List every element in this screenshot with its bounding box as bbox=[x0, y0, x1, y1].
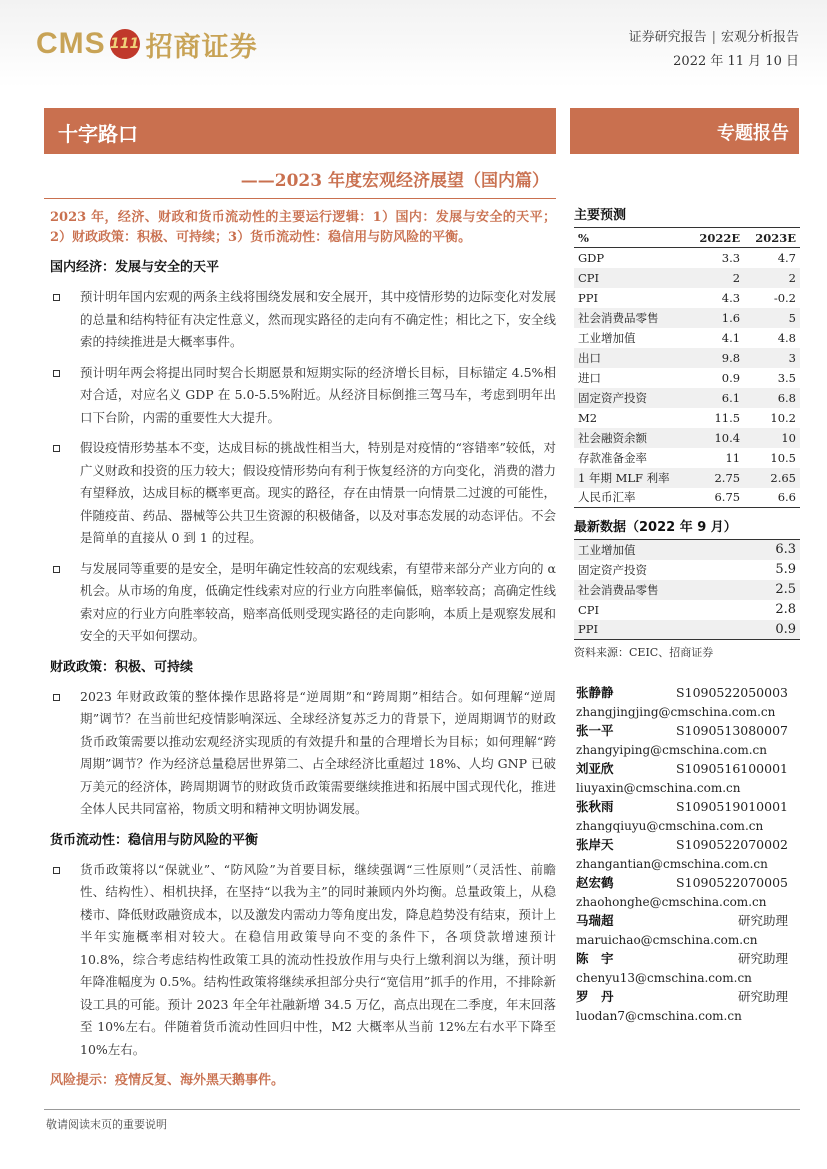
forecast-header-row bbox=[574, 228, 800, 248]
latest-value: 2.8 bbox=[775, 602, 796, 617]
section-heading: 国内经济：发展与安全的天平 bbox=[50, 260, 220, 275]
forecast-indicator: PPI bbox=[578, 290, 599, 305]
forecast-row bbox=[574, 388, 800, 408]
forecast-indicator: 工业增加值 bbox=[578, 330, 636, 345]
sidebar bbox=[574, 200, 800, 660]
analyst bbox=[576, 760, 788, 798]
forecast-value: 2.75 bbox=[688, 468, 744, 488]
latest-heading: 最新数据（2022 年 9 月） bbox=[574, 520, 737, 535]
latest-indicator: 固定资产投资 bbox=[578, 562, 647, 577]
logo-chinese: 招商证券 bbox=[145, 31, 258, 63]
forecast-value: 2 bbox=[744, 268, 800, 288]
forecast-row bbox=[574, 368, 800, 388]
analyst-name: 张静静 bbox=[576, 685, 614, 700]
forecast-value: 1.6 bbox=[688, 308, 744, 328]
bullet-paragraph bbox=[50, 686, 556, 821]
analyst-email[interactable]: zhangantian@cmschina.com.cn bbox=[576, 857, 768, 871]
forecast-indicator: 出口 bbox=[574, 348, 688, 368]
bullet-paragraph bbox=[50, 286, 556, 354]
analyst-email[interactable]: chenyu13@cmschina.com.cn bbox=[576, 971, 752, 985]
report-category: 宏观分析报告 bbox=[720, 30, 799, 45]
latest-row bbox=[574, 540, 800, 560]
analyst bbox=[576, 684, 788, 722]
analyst bbox=[576, 988, 788, 1026]
forecast-row bbox=[574, 248, 800, 268]
analyst-name: 赵宏鹤 bbox=[576, 875, 614, 890]
forecast-row bbox=[574, 308, 800, 328]
analyst-id: S1090513080007 bbox=[676, 723, 788, 738]
latest-value: 6.3 bbox=[745, 540, 800, 560]
forecast-value: 4.8 bbox=[777, 330, 796, 345]
forecast-value: 4.1 bbox=[721, 330, 741, 345]
analyst-id: 研究助理 bbox=[737, 951, 788, 966]
forecast-indicator: 社会消费品零售 bbox=[574, 308, 688, 328]
main-content bbox=[50, 208, 556, 1088]
analyst-row bbox=[576, 684, 788, 702]
forecast-value: 3.5 bbox=[777, 370, 796, 385]
report-date: 2022 年 11 月 10 日 bbox=[673, 54, 799, 69]
forecast-value: 2 bbox=[688, 268, 744, 288]
lead-summary: 2023 年，经济、财政和货币流动性的主要运行逻辑：1）国内：发展与安全的天平；2）财政政策：积极、可持续；3）货币流动性：稳信用与防风险的平衡。 bbox=[50, 210, 556, 245]
analyst-name: 刘亚欣 bbox=[576, 761, 614, 776]
logo-latin: CMS bbox=[36, 27, 106, 60]
report-meta: 证券研究报告 | 宏观分析报告 2022 年 11 月 10 日 bbox=[629, 26, 799, 74]
analyst-row bbox=[576, 988, 788, 1006]
special-label: 专题报告 bbox=[717, 123, 789, 144]
logo-mark-icon: 111 bbox=[110, 29, 140, 59]
bullet-text: 假设疫情形势基本不变，达成目标的挑战性相当大，特别是对疫情的“容错率”较低，对广义财政和投资的压力较大；假设疫情形势向有利于恢复经济的方向变化，消费的潜力有望释放，达成目标的概率更高。现实的路径，存在由情景一向情景二过渡的可能性，伴随疫苗、药品、器械等公共卫生资源的积极储备，以及对事态发展的动态评估。不会是简单的直接从 0 到 1 的过程。 bbox=[80, 440, 556, 545]
analyst-name: 罗 丹 bbox=[576, 989, 614, 1004]
forecast-row bbox=[574, 468, 800, 488]
forecast-value: 3 bbox=[744, 348, 800, 368]
bullet-text: 预计明年两会将提出同时契合长期愿景和短期实际的经济增长目标，目标锚定 4.5%相对合适，对应名义 GDP 在 5.0-5.5%附近。从经济目标倒推三驾马车，考虑到明年出口下台阶，内需的重要性大大提升。 bbox=[80, 364, 556, 425]
forecast-column-header: % bbox=[574, 228, 688, 248]
forecast-table bbox=[574, 227, 800, 508]
forecast-row bbox=[574, 268, 800, 288]
bullet-paragraph bbox=[50, 437, 556, 550]
forecast-value: 10.4 bbox=[688, 428, 744, 448]
analyst bbox=[576, 912, 788, 950]
analyst-email[interactable]: luodan7@cmschina.com.cn bbox=[576, 1009, 742, 1023]
latest-value: 2.5 bbox=[745, 580, 800, 600]
analyst-row bbox=[576, 874, 788, 892]
forecast-value: 9.8 bbox=[688, 348, 744, 368]
analyst-name: 陈 宇 bbox=[576, 951, 614, 966]
square-bullet-icon bbox=[53, 370, 60, 377]
analyst-id: 研究助理 bbox=[737, 989, 788, 1004]
analyst bbox=[576, 950, 788, 988]
latest-table bbox=[574, 539, 800, 640]
latest-indicator: 社会消费品零售 bbox=[574, 580, 745, 600]
analyst-row bbox=[576, 760, 788, 778]
latest-indicator: CPI bbox=[578, 602, 600, 617]
forecast-row bbox=[574, 448, 800, 468]
forecast-row bbox=[574, 288, 800, 308]
square-bullet-icon bbox=[53, 294, 60, 301]
special-bar bbox=[570, 108, 799, 154]
bullet-text: 2023 年财政政策的整体操作思路将是“逆周期”和“跨周期”相结合。如何理解“逆周期”调节？在当前世纪疫情影响深远、全球经济复苏乏力的背景下，逆周期调节的财政货币政策需要以推动宏观经济实现质的有效提升和量的合理增长为目标；如何理解“跨周期”调节？作为经济总量稳居世界第二、占全球经济比重超过 18%、人均 GNP 已破万美元的经济体，跨周期调节的财政货币政策需要继续推进和拓展中国式现代化，推进全体人民共同富裕，物质文明和精神文明协调发展。 bbox=[80, 688, 556, 816]
analyst-name: 张岸天 bbox=[576, 837, 614, 852]
section-heading: 货币流动性：稳信用与防风险的平衡 bbox=[50, 832, 259, 848]
analyst-email[interactable]: zhangjingjing@cmschina.com.cn bbox=[576, 705, 776, 719]
analyst-name: 张秋雨 bbox=[576, 799, 614, 814]
forecast-value: 4.3 bbox=[721, 290, 741, 305]
analyst-list bbox=[576, 684, 788, 1026]
forecast-indicator: 人民币汇率 bbox=[578, 490, 636, 505]
forecast-value: -0.2 bbox=[773, 290, 796, 305]
analyst-row bbox=[576, 912, 788, 930]
company-logo bbox=[36, 26, 258, 62]
forecast-value: 0.9 bbox=[721, 370, 741, 385]
analyst-email[interactable]: zhaohonghe@cmschina.com.cn bbox=[576, 895, 767, 909]
analyst-email[interactable]: maruichao@cmschina.com.cn bbox=[576, 933, 758, 947]
latest-value: 0.9 bbox=[745, 620, 800, 640]
bullet-paragraph bbox=[50, 558, 556, 648]
analyst bbox=[576, 874, 788, 912]
bullet-paragraph bbox=[50, 859, 556, 1062]
forecast-value: 6.6 bbox=[777, 490, 796, 505]
square-bullet-icon bbox=[53, 867, 60, 874]
forecast-value: 3.3 bbox=[721, 250, 741, 265]
forecast-value: 6.1 bbox=[688, 388, 744, 408]
latest-value: 5.9 bbox=[775, 562, 796, 577]
analyst bbox=[576, 798, 788, 836]
forecast-value: 10.2 bbox=[770, 410, 796, 425]
forecast-column-header: 2022E bbox=[688, 228, 744, 248]
title-bar bbox=[44, 108, 556, 154]
analyst-id: S1090522070002 bbox=[676, 837, 788, 852]
forecast-indicator: CPI bbox=[574, 268, 688, 288]
bullet-text: 与发展同等重要的是安全，是明年确定性较高的宏观线索，有望带来部分产业方向的 α 机会。从市场的角度，低确定性线索对应的行业方向胜率偏低，赔率较高；高确定性线索对应的行业方向胜率较高，赔率高低则受现实路径的走向影响，本质上是观察发展和安全的天平如何摆动。 bbox=[80, 560, 556, 643]
forecast-indicator: M2 bbox=[578, 410, 598, 425]
analyst-email[interactable]: zhangqiuyu@cmschina.com.cn bbox=[576, 819, 764, 833]
forecast-value: 5 bbox=[744, 308, 800, 328]
analyst-row bbox=[576, 950, 788, 968]
forecast-indicator: 固定资产投资 bbox=[574, 388, 688, 408]
forecast-heading: 主要预测 bbox=[574, 208, 627, 223]
analyst-id: S1090522070005 bbox=[676, 875, 788, 890]
forecast-indicator: 存款准备金率 bbox=[578, 450, 647, 465]
forecast-value: 10 bbox=[744, 428, 800, 448]
forecast-value: 6.75 bbox=[714, 490, 741, 505]
latest-indicator: PPI bbox=[574, 620, 745, 640]
latest-row bbox=[574, 580, 800, 600]
title-divider bbox=[44, 198, 556, 199]
analyst-id: S1090516100001 bbox=[676, 761, 788, 776]
sections bbox=[50, 258, 556, 1061]
section-heading: 财政政策：积极、可持续 bbox=[50, 659, 194, 675]
data-source: 资料来源：CEIC、招商证券 bbox=[574, 646, 714, 659]
forecast-column-header: 2023E bbox=[744, 228, 800, 248]
forecast-indicator: GDP bbox=[578, 250, 605, 265]
analyst-id: S1090522050003 bbox=[676, 685, 788, 700]
square-bullet-icon bbox=[53, 445, 60, 452]
analyst-email[interactable]: liuyaxin@cmschina.com.cn bbox=[576, 781, 741, 795]
latest-row bbox=[574, 600, 800, 620]
latest-row bbox=[574, 620, 800, 640]
analyst-email[interactable]: zhangyiping@cmschina.com.cn bbox=[576, 743, 767, 757]
forecast-value: 4.7 bbox=[777, 250, 796, 265]
forecast-indicator: 进口 bbox=[578, 370, 601, 385]
forecast-indicator: 1 年期 MLF 利率 bbox=[574, 468, 688, 488]
page-title: 十字路口 bbox=[58, 122, 138, 146]
analyst-id: 研究助理 bbox=[737, 913, 788, 928]
analyst-id: S1090519010001 bbox=[676, 799, 788, 814]
footer-divider bbox=[44, 1109, 800, 1110]
subtitle: ——2023 年度宏观经济展望（国内篇） bbox=[240, 171, 549, 191]
latest-row bbox=[574, 560, 800, 580]
latest-indicator: 工业增加值 bbox=[574, 540, 745, 560]
analyst bbox=[576, 836, 788, 874]
analyst-name: 马瑞超 bbox=[576, 913, 614, 928]
report-type: 证券研究报告 bbox=[628, 30, 707, 45]
forecast-value: 11.5 bbox=[714, 410, 741, 425]
forecast-row bbox=[574, 408, 800, 428]
analyst-row bbox=[576, 798, 788, 816]
forecast-row bbox=[574, 348, 800, 368]
square-bullet-icon bbox=[53, 694, 60, 701]
bullet-text: 预计明年国内宏观的两条主线将围绕发展和安全展开，其中疫情形势的边际变化对发展的总量和结构特征有决定性意义，然而现实路径的走向有不确定性；相比之下，安全线索的持续推进是大概率事件。 bbox=[80, 289, 556, 349]
forecast-value: 11 bbox=[725, 450, 741, 465]
analyst bbox=[576, 722, 788, 760]
square-bullet-icon bbox=[53, 566, 60, 573]
analyst-row bbox=[576, 722, 788, 740]
forecast-row bbox=[574, 488, 800, 508]
bullet-text: 货币政策将以“保就业”、“防风险”为首要目标，继续强调“三性原则”（灵活性、前瞻性、结构性）、相机抉择，在坚持“以我为主”的同时兼顾内外均衡。总量政策上，从稳楼市、降低财政融资成本，以及激发内需动力等角度出发，降息趋势没有结束，预计上半年实施概率相对较大。在稳信用政策导向不变的条件下，各项贷款增速预计 10.8%，综合考虑结构性政策工具的流动性投放作用与央行上缴利润以为继，预计明年降准幅度为 0.5%。结构性政策将继续承担部分央行“宽信用”抓手的作用，不排除新设工具的可能。预计 2023 年全年社融新增 34.5 万亿，高点出现在二季度，年末回落至 10%左右。伴随着货币流动性回归中性，M2 大概率从当前 12%左右水平下降至 10%左右。 bbox=[80, 861, 556, 1057]
footer-note: 敬请阅读末页的重要说明 bbox=[46, 1118, 167, 1131]
analyst-row bbox=[576, 836, 788, 854]
forecast-row bbox=[574, 328, 800, 348]
forecast-value: 6.8 bbox=[744, 388, 800, 408]
analyst-name: 张一平 bbox=[576, 723, 614, 738]
forecast-value: 2.65 bbox=[744, 468, 800, 488]
forecast-indicator: 社会融资余额 bbox=[574, 428, 688, 448]
bullet-paragraph bbox=[50, 362, 556, 430]
forecast-row bbox=[574, 428, 800, 448]
forecast-value: 10.5 bbox=[770, 450, 796, 465]
risk-note: 风险提示：疫情反复、海外黑天鹅事件。 bbox=[50, 1073, 285, 1088]
